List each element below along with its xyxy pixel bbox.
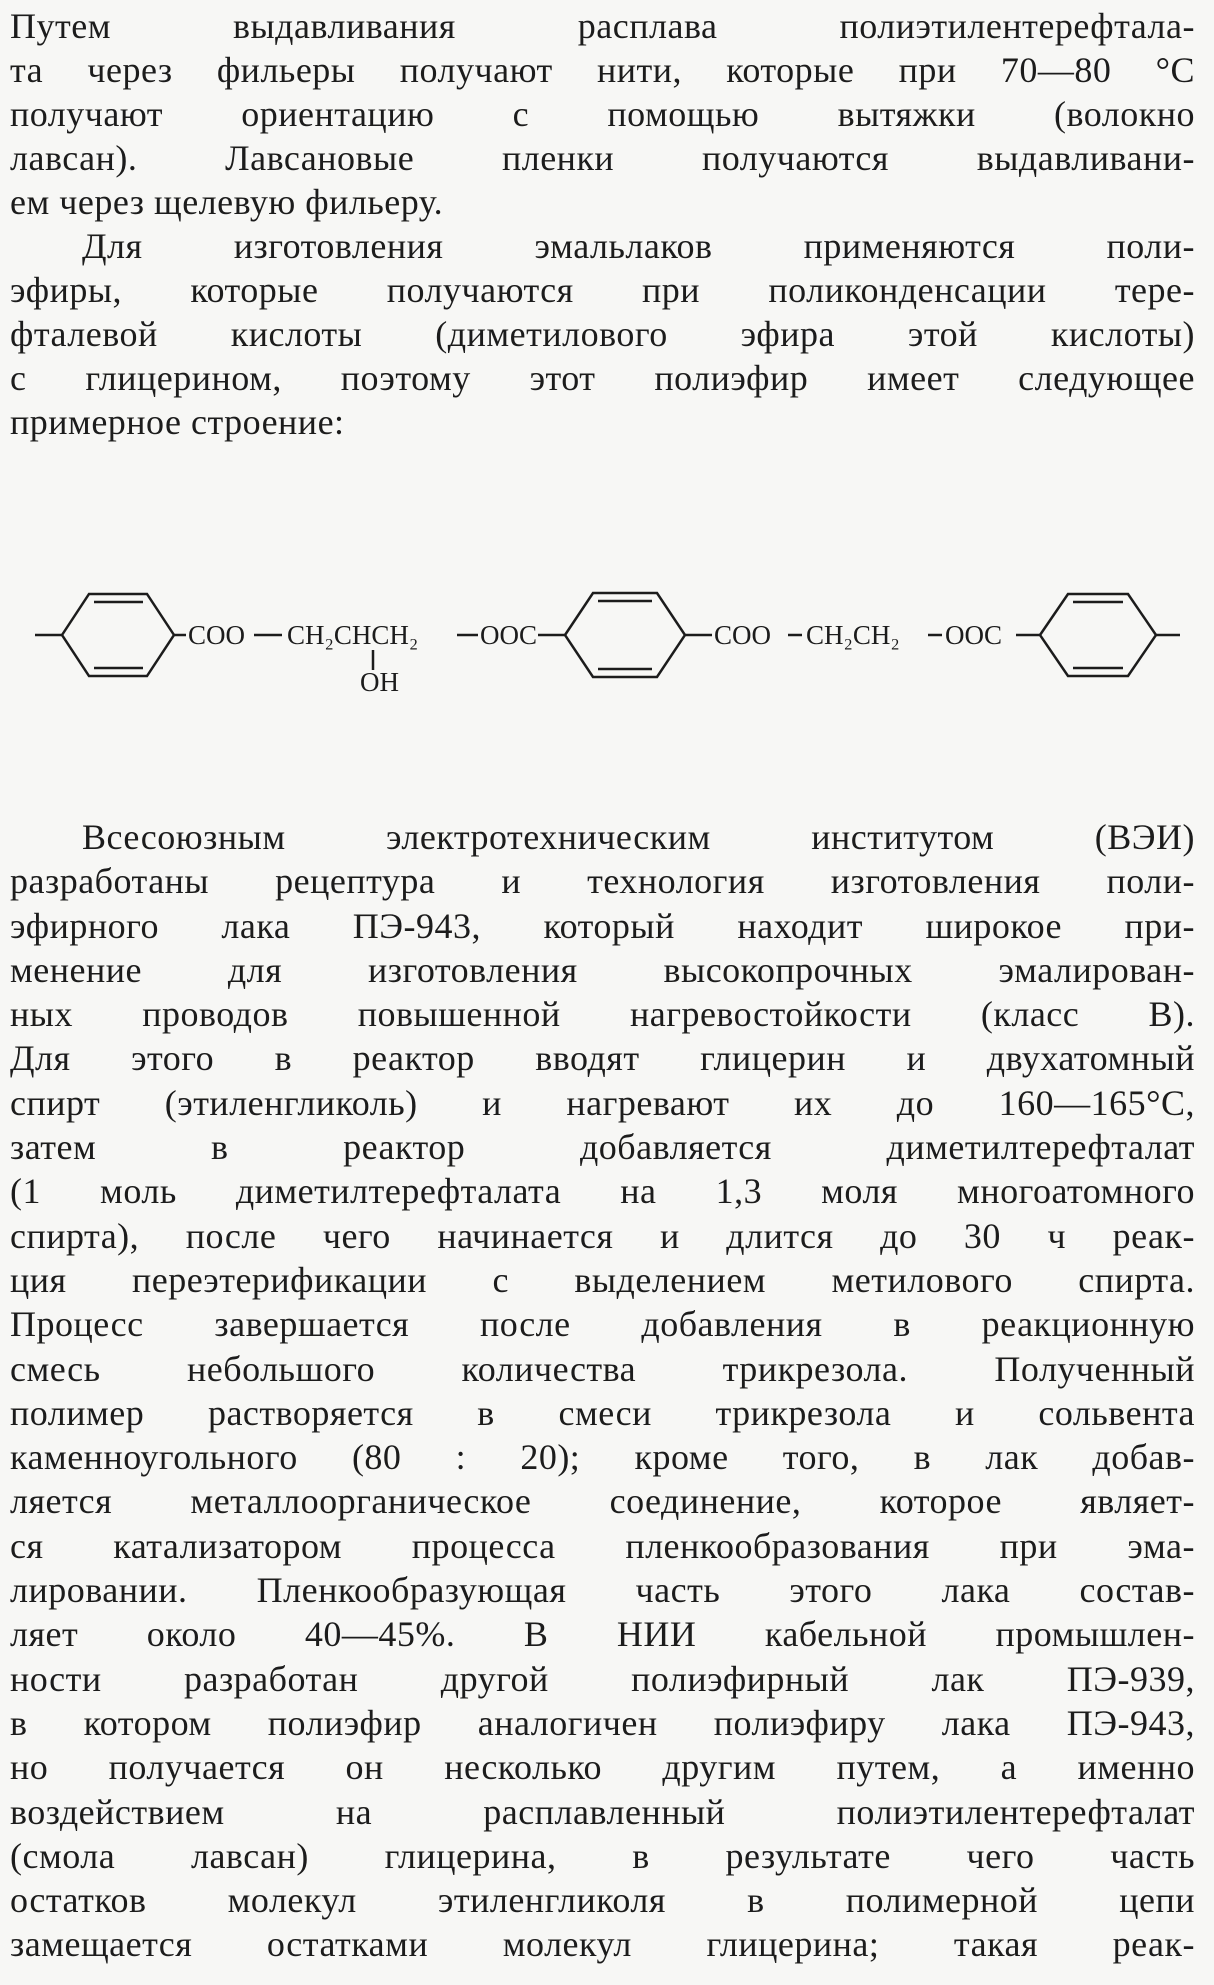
formula-chain-1: CH₂CHCH₂: [287, 620, 419, 650]
text-line: фталевой кислоты (диметилового эфира этой кислоты): [10, 314, 1195, 354]
text-line: эфирного лака ПЭ-943, который находит широкое при-: [10, 905, 1195, 946]
paragraph-1: [10, 4, 1195, 224]
formula-ooc-1: OOC: [480, 620, 538, 650]
text-line: спирт (этиленгликоль) и нагревают их до 160—165°С,: [10, 1082, 1195, 1123]
text-line: получают ориентацию с помощью вытяжки (волокно: [10, 94, 1195, 134]
text-line: в котором полиэфир аналогичен полиэфиру лака ПЭ-943,: [10, 1702, 1195, 1743]
text-line: ем через щелевую фильеру.: [10, 182, 444, 222]
text-line: с глицерином, поэтому этот полиэфир имеет следующее: [10, 358, 1195, 398]
text-line: Для изготовления эмальлаков применяются поли-: [82, 226, 1195, 266]
text-line: менение для изготовления высокопрочных эмалирован-: [10, 949, 1195, 990]
text-line: ция переэтерификации с выделением метилового спирта.: [10, 1259, 1195, 1300]
text-line: ся катализатором процесса пленкообразования при эма-: [10, 1525, 1195, 1566]
benzene-ring-2: [565, 593, 685, 677]
chemical-structure-formula: [0, 560, 1214, 725]
text-line: та через фильеры получают нити, которые при 70—80 °С: [10, 50, 1195, 90]
text-line: замещается остатками молекул глицерина; такая реак-: [10, 1924, 1195, 1965]
text-line: остатков молекул этиленгликоля в полимерной цепи: [10, 1880, 1195, 1921]
text-line: воздействием на расплавленный полиэтилентерефталат: [10, 1791, 1195, 1832]
text-line: (1 моль диметилтерефталата на 1,3 моля многоатомного: [10, 1171, 1195, 1212]
text-line: Процесс завершается после добавления в реакционную: [10, 1304, 1195, 1345]
text-line: каменноугольного (80 : 20); кроме того, в лак добав-: [10, 1437, 1195, 1478]
text-line: полимер растворяется в смеси трикрезола и сольвента: [10, 1392, 1195, 1433]
text-line: смесь небольшого количества трикрезола. Полученный: [10, 1348, 1195, 1389]
text-line: ности разработан другой полиэфирный лак ПЭ-939,: [10, 1658, 1195, 1699]
formula-oh: OH: [360, 667, 399, 697]
text-line: разработаны рецептура и технология изготовления поли-: [10, 861, 1195, 902]
text-line: затем в реактор добавляется диметилтерефталат: [10, 1127, 1195, 1168]
formula-ooc-2: OOC: [945, 620, 1003, 650]
formula-chain-2: CH₂CH₂: [806, 620, 900, 650]
formula-coo-1: COO: [188, 620, 246, 650]
text-line: спирта), после чего начинается и длится до 30 ч реак-: [10, 1215, 1195, 1256]
text-line: ных проводов повышенной нагревостойкости (класс В).: [10, 994, 1195, 1035]
text-line: примерное строение:: [10, 402, 345, 442]
paragraph-2: [10, 224, 1195, 444]
text-line: Для этого в реактор вводят глицерин и двухатомный: [10, 1038, 1195, 1079]
text-line: лавсан). Лавсановые пленки получаются выдавливани-: [10, 138, 1195, 178]
text-line: Путем выдавливания расплава полиэтилентерефтала-: [10, 6, 1195, 46]
benzene-ring-1: [62, 594, 174, 676]
paragraph-3: [10, 815, 1195, 1967]
text-line: но получается он несколько другим путем, а именно: [10, 1747, 1195, 1788]
text-line: ляется металлоорганическое соединение, которое являет-: [10, 1481, 1195, 1522]
text-line: ляет около 40—45%. В НИИ кабельной промышлен-: [10, 1614, 1195, 1655]
text-line: лировании. Пленкообразующая часть этого лака состав-: [10, 1570, 1195, 1611]
benzene-ring-3: [1040, 594, 1156, 676]
formula-coo-2: COO: [714, 620, 772, 650]
text-line: (смола лавсан) глицерина, в результате чего часть: [10, 1835, 1195, 1876]
text-line: Всесоюзным электротехническим институтом (ВЭИ): [82, 817, 1195, 857]
text-line: эфиры, которые получаются при поликонденсации тере-: [10, 270, 1195, 310]
